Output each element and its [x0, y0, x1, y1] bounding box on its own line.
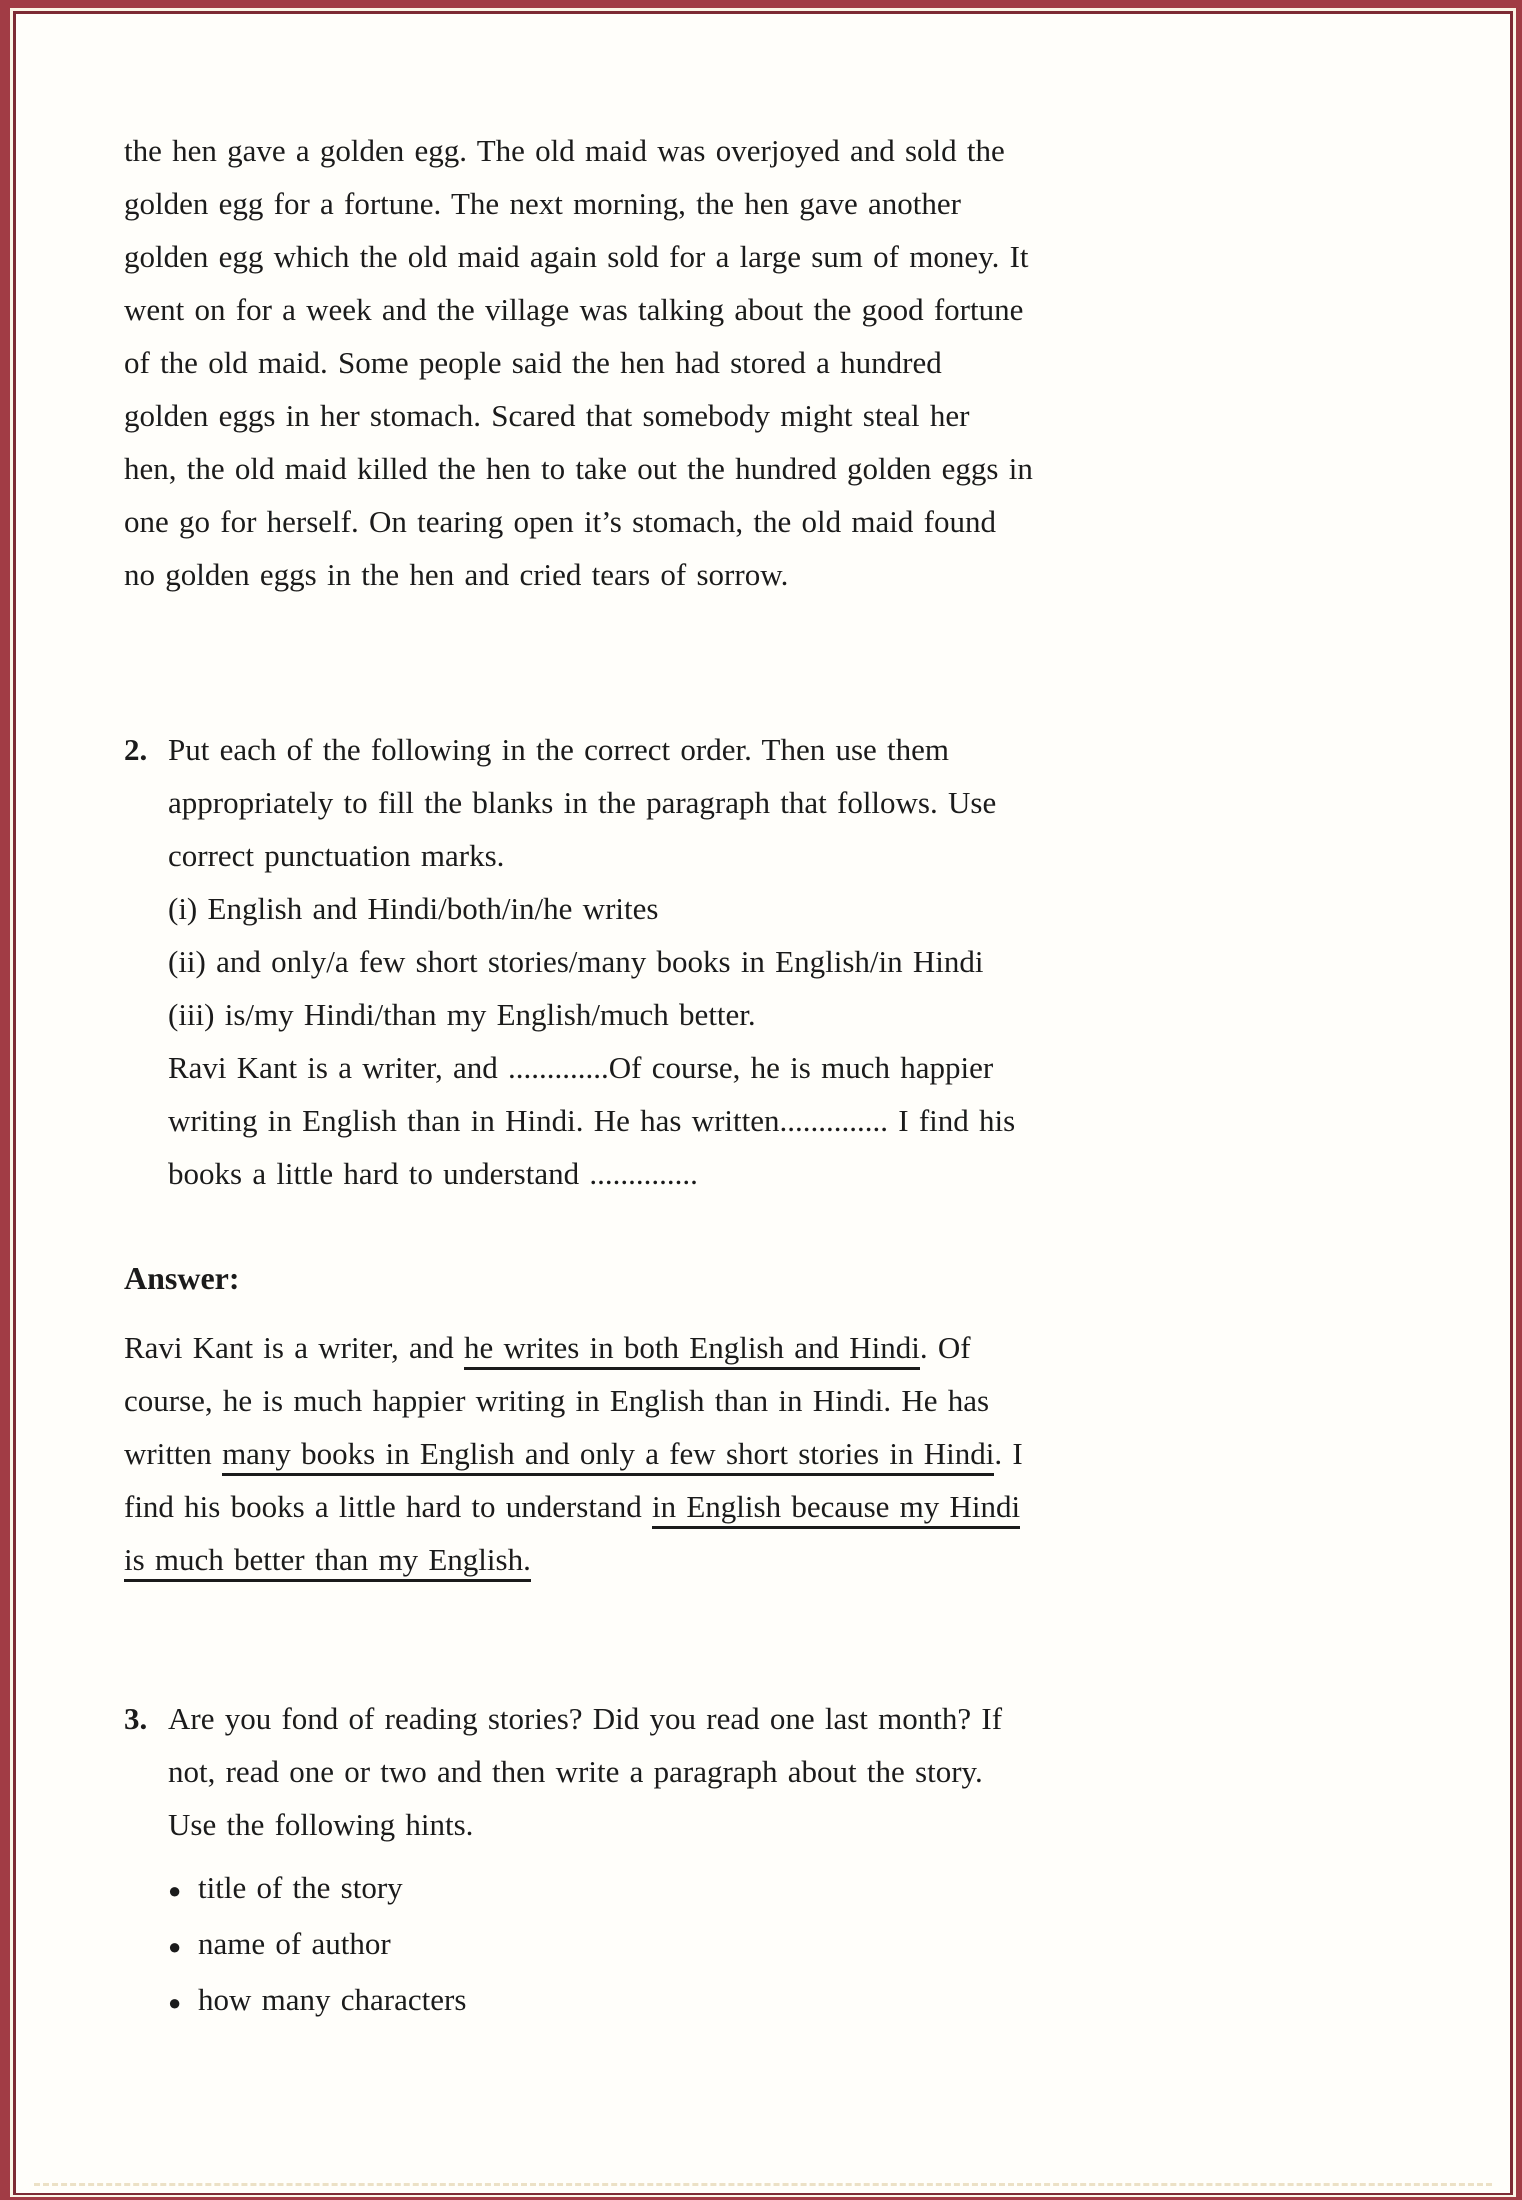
underlined-text: he writes in both English and Hindi — [464, 1330, 920, 1370]
text-line: writing in English than in Hindi. He has written.............. I find his — [168, 1103, 1016, 1138]
hint-item — [168, 1861, 1002, 1917]
bullet-icon: ● — [168, 1934, 182, 1959]
plain-text: . Of — [919, 1330, 971, 1365]
plain-text: Ravi Kant is a writer, and — [124, 1330, 465, 1365]
document-page — [13, 11, 1513, 2195]
story-paragraph — [124, 124, 1450, 601]
text-line: correct punctuation marks. — [168, 838, 505, 873]
underlined-text: in English because my Hindi — [652, 1489, 1020, 1529]
hint-text: name of author — [198, 1926, 391, 1961]
text-line: one go for herself. On tearing open it’s stomach, the old maid found — [124, 504, 996, 539]
text-line: hen, the old maid killed the hen to take out the hundred golden eggs in — [124, 451, 1033, 486]
question-3 — [124, 1692, 1450, 2029]
question-3-hints-list — [168, 1861, 1002, 2029]
question-3-body — [168, 1692, 1002, 2029]
hint-item — [168, 1973, 1002, 2029]
underlined-text: is much better than my English. — [124, 1542, 531, 1582]
text-line — [124, 1480, 1450, 1533]
page-content — [16, 14, 1510, 2193]
question-2 — [124, 723, 1450, 1200]
question-2-number: 2. — [124, 732, 148, 767]
frame-cream-line — [10, 8, 1516, 2197]
text-line — [124, 1321, 1450, 1374]
text-line: Put each of the following in the correct order. Then use them — [168, 732, 950, 767]
plain-text: course, he is much happier writing in English than in Hindi. He has — [124, 1383, 990, 1418]
text-line — [124, 1374, 1450, 1427]
question-2-body — [168, 723, 1450, 1200]
text-line: no golden eggs in the hen and cried tears of sorrow. — [124, 557, 789, 592]
text-line: golden eggs in her stomach. Scared that somebody might steal her — [124, 398, 970, 433]
underlined-text: many books in English and only a few short stories in Hindi — [222, 1436, 994, 1476]
text-line: golden egg which the old maid again sold for a large sum of money. It — [124, 239, 1029, 274]
text-line: of the old maid. Some people said the hen had stored a hundred — [124, 345, 942, 380]
text-line: Ravi Kant is a writer, and .............Of course, he is much happier — [168, 1050, 994, 1085]
question-3-number: 3. — [124, 1701, 148, 1736]
answer-paragraph — [124, 1321, 1450, 1586]
text-line: (iii) is/my Hindi/than my English/much better. — [168, 997, 756, 1032]
text-line: golden egg for a fortune. The next morning, the hen gave another — [124, 186, 961, 221]
text-line: (i) English and Hindi/both/in/he writes — [168, 891, 659, 926]
plain-text: written — [124, 1436, 223, 1471]
text-line: (ii) and only/a few short stories/many books in English/in Hindi — [168, 944, 984, 979]
text-line: went on for a week and the village was talking about the good fortune — [124, 292, 1024, 327]
text-line: books a little hard to understand .............. — [168, 1156, 698, 1191]
hint-text: how many characters — [198, 1982, 467, 2017]
text-line: Use the following hints. — [168, 1807, 474, 1842]
text-line — [124, 1427, 1450, 1480]
bottom-dashed-line — [34, 2183, 1492, 2186]
text-line: not, read one or two and then write a paragraph about the story. — [168, 1754, 983, 1789]
bullet-icon: ● — [168, 1878, 182, 1903]
hint-text: title of the story — [198, 1870, 403, 1905]
text-line: appropriately to fill the blanks in the paragraph that follows. Use — [168, 785, 997, 820]
text-line: the hen gave a golden egg. The old maid was overjoyed and sold the — [124, 133, 1005, 168]
hint-item — [168, 1917, 1002, 1973]
question-3-text — [168, 1692, 1002, 1851]
plain-text: . I — [994, 1436, 1023, 1471]
text-line — [124, 1533, 1450, 1586]
bullet-icon: ● — [168, 1990, 182, 2015]
plain-text: find his books a little hard to understand — [124, 1489, 652, 1524]
answer-heading: Answer: — [124, 1260, 240, 1296]
text-line: Are you fond of reading stories? Did you read one last month? If — [168, 1701, 1003, 1736]
